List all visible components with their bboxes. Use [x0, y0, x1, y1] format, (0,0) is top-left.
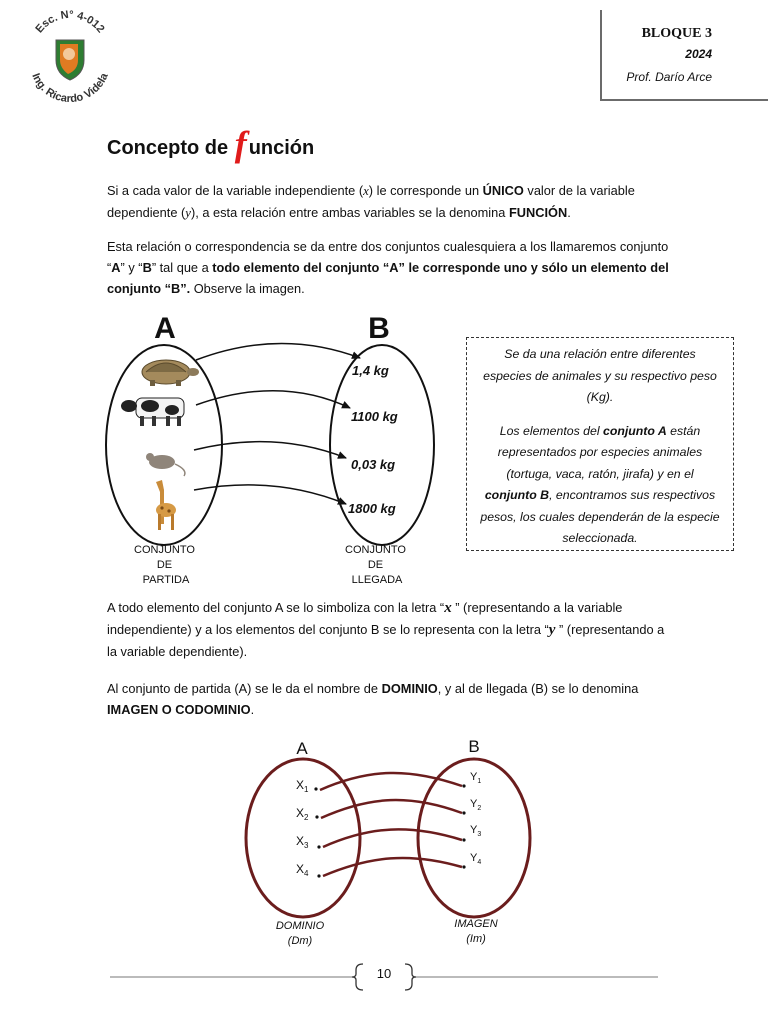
- title-prefix: Concepto de: [107, 137, 229, 159]
- set-b-label: B: [368, 312, 390, 345]
- y2-label: $Y_2$: [470, 798, 482, 812]
- explanation-p1: Se da una relación entre diferentes especies de animales y su respectivo peso (Kg).: [483, 347, 717, 404]
- giraffe-icon: [156, 480, 176, 530]
- set-a-label: A: [154, 312, 176, 345]
- weight-2: 1100 kg: [351, 409, 398, 424]
- title-function-letter: f: [234, 124, 247, 164]
- x2-point: [315, 815, 318, 818]
- arrow-3: [194, 442, 346, 458]
- logo-bottom-text: Ing. Ricardo Videla: [29, 71, 111, 106]
- x3-point: [317, 845, 320, 848]
- symbol-y: y: [548, 622, 556, 638]
- imagen-emphasis: IMAGEN O CODOMINIO: [107, 702, 251, 717]
- logo-top-text: Esc. N° 4-012: [33, 10, 107, 36]
- domain-image-diagram: [230, 730, 550, 955]
- symbol-x: x: [444, 600, 452, 616]
- dominio-emphasis: DOMINIO: [381, 681, 438, 696]
- set-a-label-2: A: [296, 739, 308, 758]
- mapping-line-3: [323, 829, 462, 847]
- caption-set-b: CONJUNTO DE LLEGADA: [345, 544, 406, 586]
- title-suffix: unción: [248, 137, 315, 159]
- logo-shield-icon: [56, 40, 84, 80]
- block-label: BLOQUE 3: [641, 26, 712, 41]
- image-caption: IMAGEN: [454, 918, 498, 930]
- y2-point: [462, 811, 465, 814]
- page-title: [107, 124, 315, 164]
- domain-abbr: (Dm): [287, 935, 313, 947]
- unico-emphasis: ÚNICO: [482, 183, 524, 198]
- notation-paragraph: A todo elemento del conjunto A se lo simboliza con la letra “x ” (representando a la variable independiente) y a los elementos del conjunto B se lo representa con la letra “y ” (representando a la variable dependiente).: [107, 600, 665, 659]
- teacher-label: Prof. Darío Arce: [626, 70, 712, 84]
- y4-point: [462, 865, 465, 868]
- cow-icon: [121, 398, 184, 426]
- x1-label: $X_1$: [296, 778, 309, 794]
- domain-paragraph: Al conjunto de partida (A) se le da el nombre de DOMINIO, y al de llegada (B) se lo denomina IMAGEN O CODOMINIO.: [107, 681, 639, 717]
- math-y: y: [185, 206, 191, 220]
- mouse-icon: [146, 453, 185, 476]
- y1-point: [462, 784, 465, 787]
- explanation-p2: Los elementos del conjunto A están representados por especies animales (tortuga, vaca, ratón, jirafa) y en el conjunto B, encontramos sus respectivos pesos, los cuales dependerán de la especie seleccionada.: [480, 423, 720, 545]
- turtle-icon: [142, 360, 199, 386]
- set-b-label-2: B: [468, 737, 480, 756]
- weight-3: 0,03 kg: [351, 457, 396, 472]
- header-divider-horizontal: [600, 99, 768, 101]
- x4-label: $X_4$: [296, 862, 309, 878]
- image-abbr: (Im): [466, 933, 486, 945]
- animal-weight-diagram: [100, 310, 450, 595]
- y1-label: $Y_1$: [470, 771, 482, 785]
- weight-4: 1800 kg: [348, 501, 396, 516]
- funcion-emphasis: FUNCIÓN: [508, 205, 568, 220]
- weight-1: 1,4 kg: [352, 363, 389, 378]
- school-logo: [22, 10, 118, 106]
- mapping-line-2: [321, 800, 462, 818]
- y3-label: $Y_3$: [470, 824, 482, 838]
- x3-label: $X_3$: [296, 834, 309, 850]
- year-label: 2024: [685, 47, 712, 61]
- x1-point: [314, 787, 317, 790]
- page-number: 10: [376, 966, 392, 981]
- domain-caption: DOMINIO: [275, 920, 325, 932]
- x2-label: $X_2$: [296, 806, 309, 822]
- arrow-2: [196, 391, 350, 408]
- x4-point: [317, 874, 320, 877]
- math-x: x: [363, 184, 369, 198]
- definition-paragraph: Si a cada valor de la variable independiente (x) le corresponde un ÚNICO valor de la variable dependiente (y), a esta relación entre ambas variables se la denomina FUNCIÓN.: [107, 183, 635, 220]
- explanation-box: [466, 337, 734, 551]
- relation-paragraph: Esta relación o correspondencia se da entre dos conjuntos cualesquiera a los llamaremos conjunto “A” y “B” tal que a todo elemento del conjunto “A” le corresponde uno y sólo un elemento del conjunto “B”. Observe la imagen.: [107, 239, 669, 296]
- mapping-line-4: [323, 858, 462, 876]
- caption-set-a: CONJUNTO DE PARTIDA: [134, 544, 195, 586]
- y3-point: [462, 838, 465, 841]
- arrow-1: [196, 343, 360, 360]
- y4-label: $Y_4$: [470, 852, 482, 866]
- relation-emphasis: todo elemento del conjunto “A” le corresponde uno y sólo un elemento del conjunto “B”.: [107, 260, 669, 296]
